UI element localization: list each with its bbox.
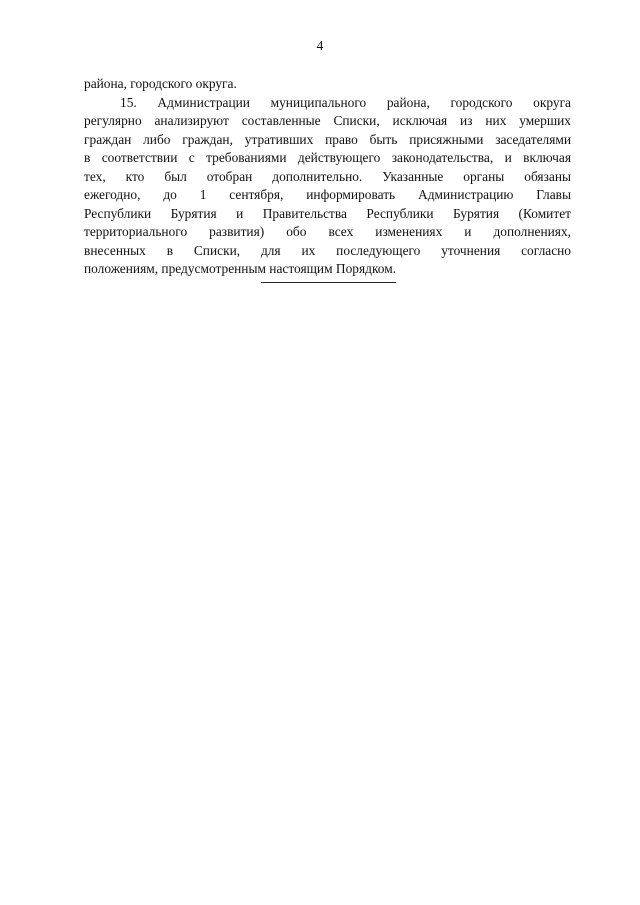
paragraph-line: положениям, предусмотренным настоящим Порядком.: [84, 261, 397, 276]
document-body: [84, 75, 571, 279]
paragraph-line: 15. Администрации муниципального района, городского округа: [120, 94, 571, 110]
page-number: 4: [316, 38, 324, 53]
paragraph-15: [84, 94, 571, 279]
paragraph-line: территориального развития) обо всех изменениях и дополнениях,: [84, 224, 571, 239]
paragraph-line: в соответствии с требованиями действующего законодательства, и включая: [84, 150, 571, 165]
paragraph-line: тех, кто был отобран дополнительно. Указанные органы обязаны: [84, 168, 571, 184]
closing-rule: [261, 282, 396, 283]
continuation-line: района, городского округа.: [84, 76, 237, 91]
paragraph-line: Республики Бурятия и Правительства Республики Бурятия (Комитет: [84, 205, 571, 221]
paragraph-line: регулярно анализируют составленные Списки, исключая из них умерших: [84, 113, 571, 128]
paragraph-line: ежегодно, до 1 сентября, информировать Администрацию Главы: [84, 187, 571, 202]
paragraph-line: граждан либо граждан, утративших право быть присяжными заседателями: [84, 131, 571, 147]
paragraph-line: внесенных в Списки, для их последующего уточнения согласно: [84, 242, 571, 258]
